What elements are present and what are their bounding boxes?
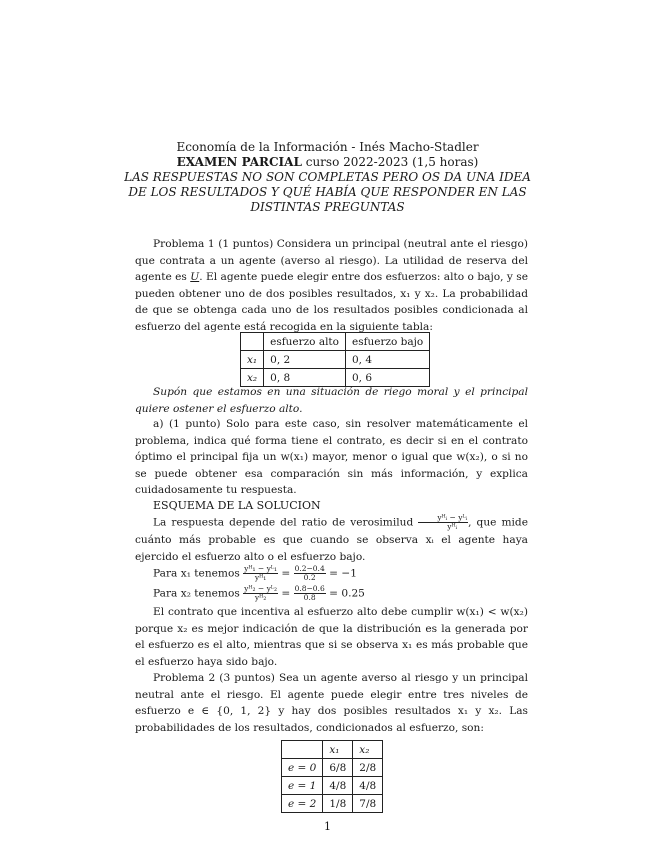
exam-title-bold: EXAMEN PARCIAL	[176, 155, 302, 169]
problem1-title: Problema 1 (1 puntos)	[153, 238, 274, 250]
problem2-table	[281, 740, 383, 813]
problem2-title: Problema 2 (3 puntos)	[153, 672, 275, 684]
part-a-text: a) (1 punto) Solo para este caso, sin resolver matemáticamente el problema, indica qué forma tiene el contrato, es decir si en el contrato óptimo el principal fija un w(x₁) mayor, menor o igual que w(x₂), o si no se puede obtener esa comparación sin más información, y explica cuidadosamente tu respuesta.	[135, 418, 528, 496]
problem1-statement: Problema 1 (1 puntos) Considera un principal (neutral ante el riesgo) que contrata a un agente (averso al riesgo). La utilidad de reserva del agente es U. El agente puede elegir entre dos esfuerzos: alto o bajo, y se pueden obtener uno de dos posibles resultados, x₁ y x₂. La probabilidad de que se obtenga cada uno de los resultados posibles condicionada al esfuerzo del agente está recogida en la siguiente tabla:	[135, 238, 529, 333]
notice-line-3: DISTINTAS PREGUNTAS	[250, 200, 405, 214]
exam-title	[120, 155, 535, 170]
notice-line-1: LAS RESPUESTAS NO SON COMPLETAS PERO OS DA UNA IDEA	[124, 170, 531, 184]
x1-calculation: Para x₁ tenemos $\frac{\text{yᴴ₁ − yᴸ₁}}{\text{yᴴ₁}}$ = $\frac{0.2-0.4}{0.2}$ = −1	[153, 564, 357, 582]
solution-title: ESQUEMA DE LA SOLUCION	[153, 499, 321, 512]
table-row: x₁ 0, 2 0, 4	[241, 351, 430, 369]
solution-conclusion: El contrato que incentiva al esfuerzo alto debe cumplir w(x₁) < w(x₂) porque x₂ es mejor indicación de que la distribución es la generada por el esfuerzo es el alto, mientras que si se observa x₁ es más probable que el esfuerzo haya sido bajo.	[135, 606, 528, 668]
solution-paragraph: La respuesta depende del ratio de verosimilud $\frac{\text{yᴴᵢ − yᴸᵢ}}{\text{yᴴᵢ}}$ , que mide cuánto más probable es que cuando se observa xᵢ el agente haya ejercido el esfuerzo alto o el esfuerzo bajo.	[135, 513, 528, 563]
problem2-statement: Problema 2 (3 puntos) Sea un agente averso al riesgo y un principal neutral ante el riesgo. El agente puede elegir entre tres niveles de esfuerzo e ∈ {0, 1, 2} y hay dos posibles resultados x₁ y x₂. Las probabilidades de los resultados, condicionados al esfuerzo, son:	[135, 672, 528, 734]
assumption-text: Supón que estamos en una situación de riego moral y el principal quiere ostener el esfuerzo alto.	[135, 386, 528, 415]
problem1-table	[240, 332, 430, 387]
notice-line-2: DE LOS RESULTADOS Y QUÉ HABÍA QUE RESPONDER EN LAS	[128, 185, 527, 199]
table-row: e = 2 1/8 7/8	[282, 795, 383, 813]
table-row: e = 1 4/8 4/8	[282, 777, 383, 795]
page-number: 1	[324, 820, 331, 833]
table-row: x₂ 0, 8 0, 6	[241, 369, 430, 387]
table-header-row: x₁ x₂	[282, 741, 383, 759]
likelihood-ratio: $\frac{\text{yᴴᵢ − yᴸᵢ}}{\text{yᴴᵢ}}$	[418, 514, 468, 531]
table-header-row: esfuerzo alto esfuerzo bajo	[241, 333, 430, 351]
reserve-utility: U	[190, 271, 200, 283]
table-row: e = 0 6/8 2/8	[282, 759, 383, 777]
course-title: Economía de la Información - Inés Macho-Stadler	[176, 140, 479, 154]
exam-title-rest: curso 2022-2023 (1,5 horas)	[301, 155, 479, 169]
x2-calculation: Para x₂ tenemos $\frac{\text{yᴴ₂ − yᴸ₂}}{\text{yᴴ₂}}$ = $\frac{0.8-0.6}{0.8}$ = 0.25	[153, 584, 365, 602]
